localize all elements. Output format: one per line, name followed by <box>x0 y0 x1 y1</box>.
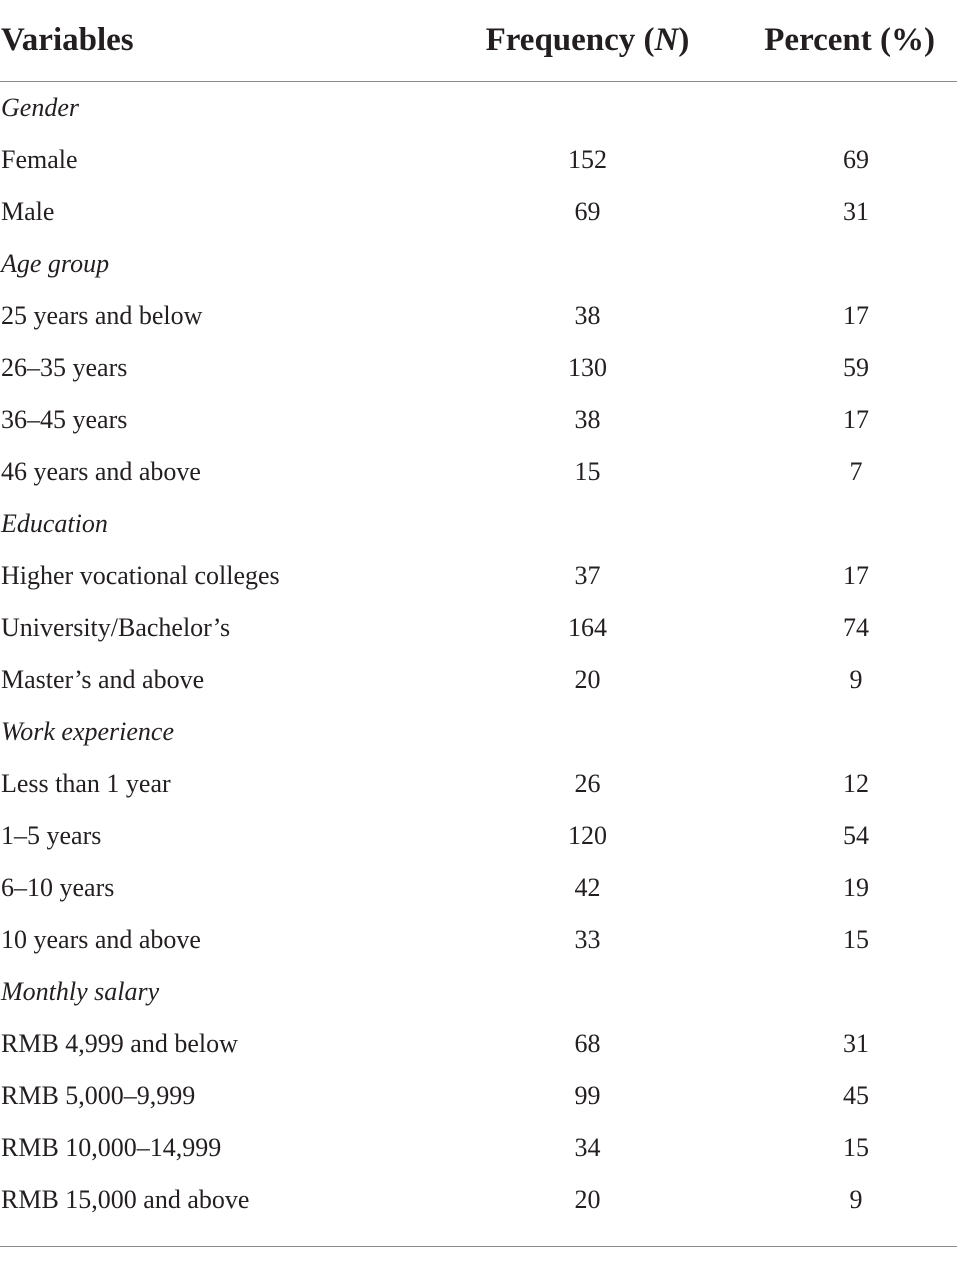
frequency-cell: 120 <box>568 821 607 850</box>
table-row <box>0 862 957 914</box>
percent-cell: 9 <box>849 1185 863 1214</box>
header-frequency-symbol: N <box>654 22 679 58</box>
frequency-cell: 38 <box>574 301 601 330</box>
table-section-row <box>0 238 957 290</box>
percent-cell: 19 <box>843 873 869 902</box>
table-row <box>0 602 957 654</box>
row-label: 25 years and below <box>1 301 203 330</box>
section-label: Education <box>1 509 108 538</box>
percent-cell: 45 <box>843 1081 869 1110</box>
row-label: 36–45 years <box>1 405 128 434</box>
frequency-cell: 26 <box>574 769 601 798</box>
percent-cell <box>735 706 957 758</box>
header-frequency-suffix: ) <box>678 22 690 58</box>
percent-cell: 69 <box>843 145 869 174</box>
row-label: Less than 1 year <box>1 769 171 798</box>
table-row <box>0 654 957 706</box>
table-row <box>0 446 957 498</box>
table-bottom-rule <box>0 1246 957 1247</box>
table-row <box>0 550 957 602</box>
percent-cell: 74 <box>843 613 869 642</box>
table-header <box>0 0 957 82</box>
table-section-row <box>0 498 957 550</box>
row-label: 10 years and above <box>1 925 201 954</box>
percent-cell <box>735 498 957 550</box>
row-label: University/Bachelor’s <box>1 613 231 642</box>
frequency-cell: 164 <box>568 613 607 642</box>
header-variables: Variables <box>0 0 440 82</box>
frequency-cell: 15 <box>574 457 601 486</box>
table-row <box>0 914 957 966</box>
frequency-cell <box>440 498 735 550</box>
percent-cell: 17 <box>843 405 869 434</box>
header-frequency-prefix: Frequency ( <box>485 22 655 58</box>
percent-cell: 7 <box>849 457 863 486</box>
table-row <box>0 1070 957 1122</box>
row-label: Master’s and above <box>1 665 205 694</box>
table-body <box>0 82 957 1227</box>
percent-cell <box>735 82 957 135</box>
frequency-cell: 99 <box>574 1081 601 1110</box>
frequency-cell: 152 <box>568 145 607 174</box>
frequency-cell: 69 <box>574 197 601 226</box>
table-row <box>0 134 957 186</box>
percent-cell <box>735 966 957 1018</box>
percent-cell: 12 <box>843 769 869 798</box>
table-section-row <box>0 82 957 135</box>
percent-cell: 15 <box>843 1133 869 1162</box>
percent-cell: 54 <box>843 821 869 850</box>
table-section-row <box>0 706 957 758</box>
row-label: 6–10 years <box>1 873 115 902</box>
row-label: Female <box>1 145 78 174</box>
frequency-cell <box>440 82 735 135</box>
row-label: RMB 15,000 and above <box>1 1185 250 1214</box>
row-label: 1–5 years <box>1 821 102 850</box>
row-label: Male <box>1 197 55 226</box>
row-label: RMB 4,999 and below <box>1 1029 238 1058</box>
header-frequency <box>440 0 735 82</box>
table-section-row <box>0 966 957 1018</box>
frequency-cell: 34 <box>574 1133 601 1162</box>
row-label: RMB 10,000–14,999 <box>1 1133 222 1162</box>
row-label: Higher vocational colleges <box>1 561 280 590</box>
frequency-cell: 42 <box>574 873 601 902</box>
frequency-cell: 33 <box>574 925 601 954</box>
frequency-cell: 38 <box>574 405 601 434</box>
row-label: RMB 5,000–9,999 <box>1 1081 196 1110</box>
table-row <box>0 1122 957 1174</box>
table-row <box>0 1018 957 1070</box>
section-label: Work experience <box>1 717 175 746</box>
frequency-cell: 130 <box>568 353 607 382</box>
percent-cell: 31 <box>843 1029 869 1058</box>
table-row <box>0 810 957 862</box>
table-row <box>0 758 957 810</box>
percent-cell: 15 <box>843 925 869 954</box>
table-row <box>0 394 957 446</box>
table-row <box>0 342 957 394</box>
header-row <box>0 0 957 82</box>
percent-cell <box>735 238 957 290</box>
section-label: Age group <box>1 249 110 278</box>
frequency-cell <box>440 966 735 1018</box>
row-label: 26–35 years <box>1 353 128 382</box>
frequency-cell: 68 <box>574 1029 601 1058</box>
percent-cell: 9 <box>849 665 863 694</box>
frequency-cell <box>440 238 735 290</box>
frequency-cell <box>440 706 735 758</box>
percent-cell: 31 <box>843 197 869 226</box>
frequency-cell: 37 <box>574 561 601 590</box>
percent-cell: 59 <box>843 353 869 382</box>
frequency-cell: 20 <box>574 1185 601 1214</box>
table-row <box>0 1174 957 1226</box>
row-label: 46 years and above <box>1 457 201 486</box>
header-percent: Percent (%) <box>735 0 957 82</box>
table-row <box>0 290 957 342</box>
section-label: Gender <box>1 93 79 122</box>
table-row <box>0 186 957 238</box>
percent-cell: 17 <box>843 561 869 590</box>
section-label: Monthly salary <box>1 977 160 1006</box>
percent-cell: 17 <box>843 301 869 330</box>
frequency-cell: 20 <box>574 665 601 694</box>
